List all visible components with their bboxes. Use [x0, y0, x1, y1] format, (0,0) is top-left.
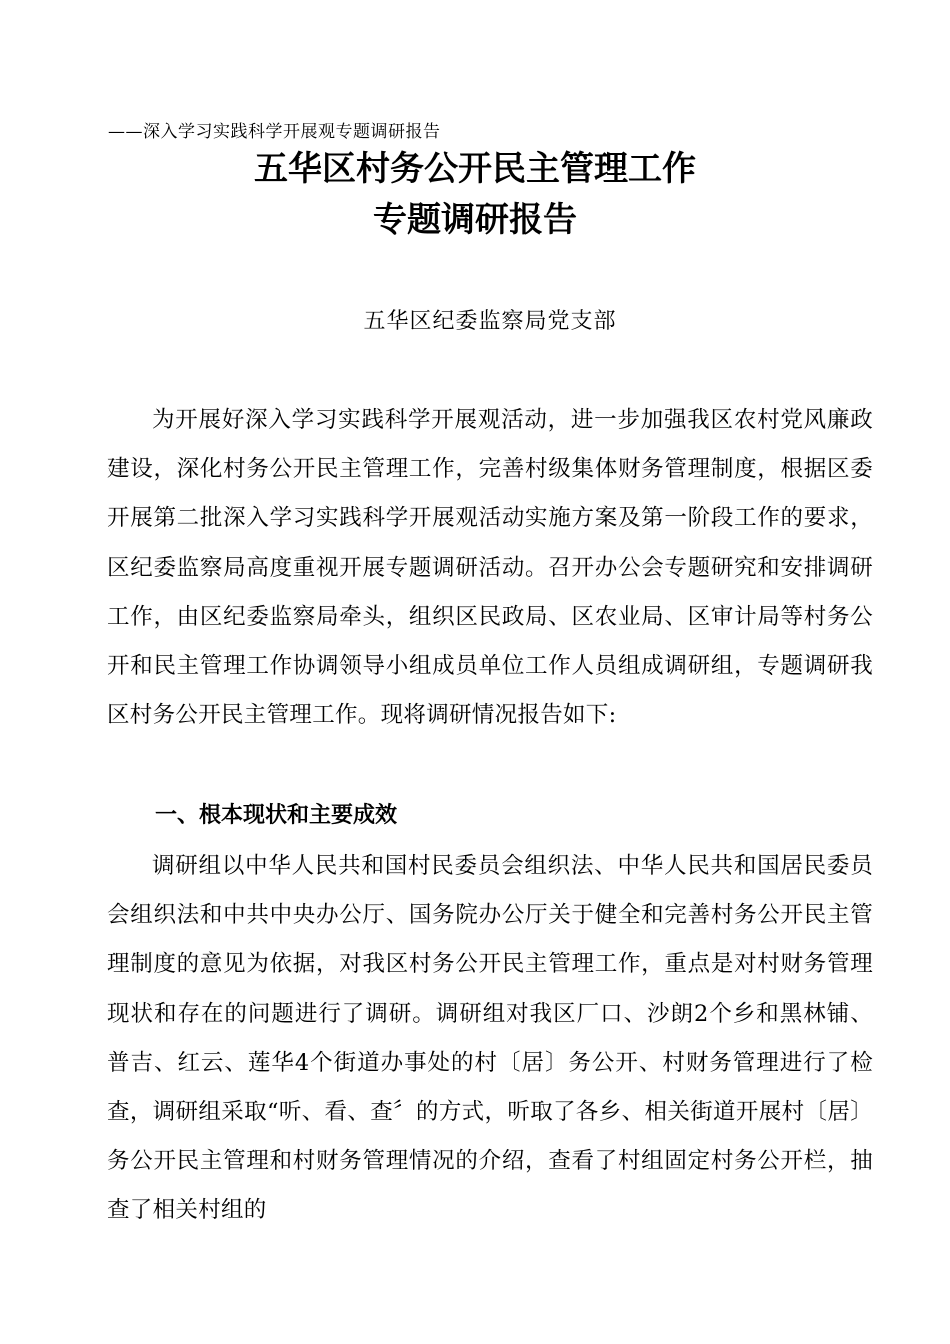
section-heading-1: 一、根本现状和主要成效 [155, 803, 398, 828]
subtitle-line: ——深入学习实践科学开展观专题调研报告 [108, 122, 441, 142]
author-line: 五华区纪委监察局党支部 [363, 309, 617, 334]
body-paragraph-2 [107, 842, 873, 1236]
document-title-line-2: 专题调研报告 [373, 200, 577, 240]
document-title-line-1: 五华区村务公开民主管理工作 [254, 149, 696, 189]
body-paragraph-1 [107, 396, 873, 740]
paragraph-text: 为开展好深入学习实践科学开展观活动，进一步加强我区农村党风廉政建设，深化村务公开民主管理工作，完善村级集体财务管理制度，根据区委开展第二批深入学习实践科学开展观活动实施方案及第一阶段工作的要求，区纪委监察局高度重视开展专题调研活动。召开办公会专题研究和安排调研工作，由区纪委监察局牵头，组织区民政局、区农业局、区审计局等村务公开和民主管理工作协调领导小组成员单位工作人员组成调研组，专题调研我区村务公开民主管理工作。现将调研情况报告如下: [107, 407, 873, 729]
paragraph-text: 调研组以中华人民共和国村民委员会组织法、中华人民共和国居民委员会组织法和中共中央办公厅、国务院办公厅关于健全和完善村务公开民主管理制度的意见为依据，对我区村务公开民主管理工作，重点是对村财务管理现状和存在的问题进行了调研。调研组对我区厂口、沙朗2个乡和黑林铺、普吉、红云、莲华4个街道办事处的村〔居〕务公开、村财务管理进行了检查，调研组采取“听、看、查〞的方式，听取了各乡、相关街道开展村〔居〕务公开民主管理和村财务管理情况的介绍，查看了村组固定村务公开栏，抽查了相关村组的 [107, 853, 873, 1224]
